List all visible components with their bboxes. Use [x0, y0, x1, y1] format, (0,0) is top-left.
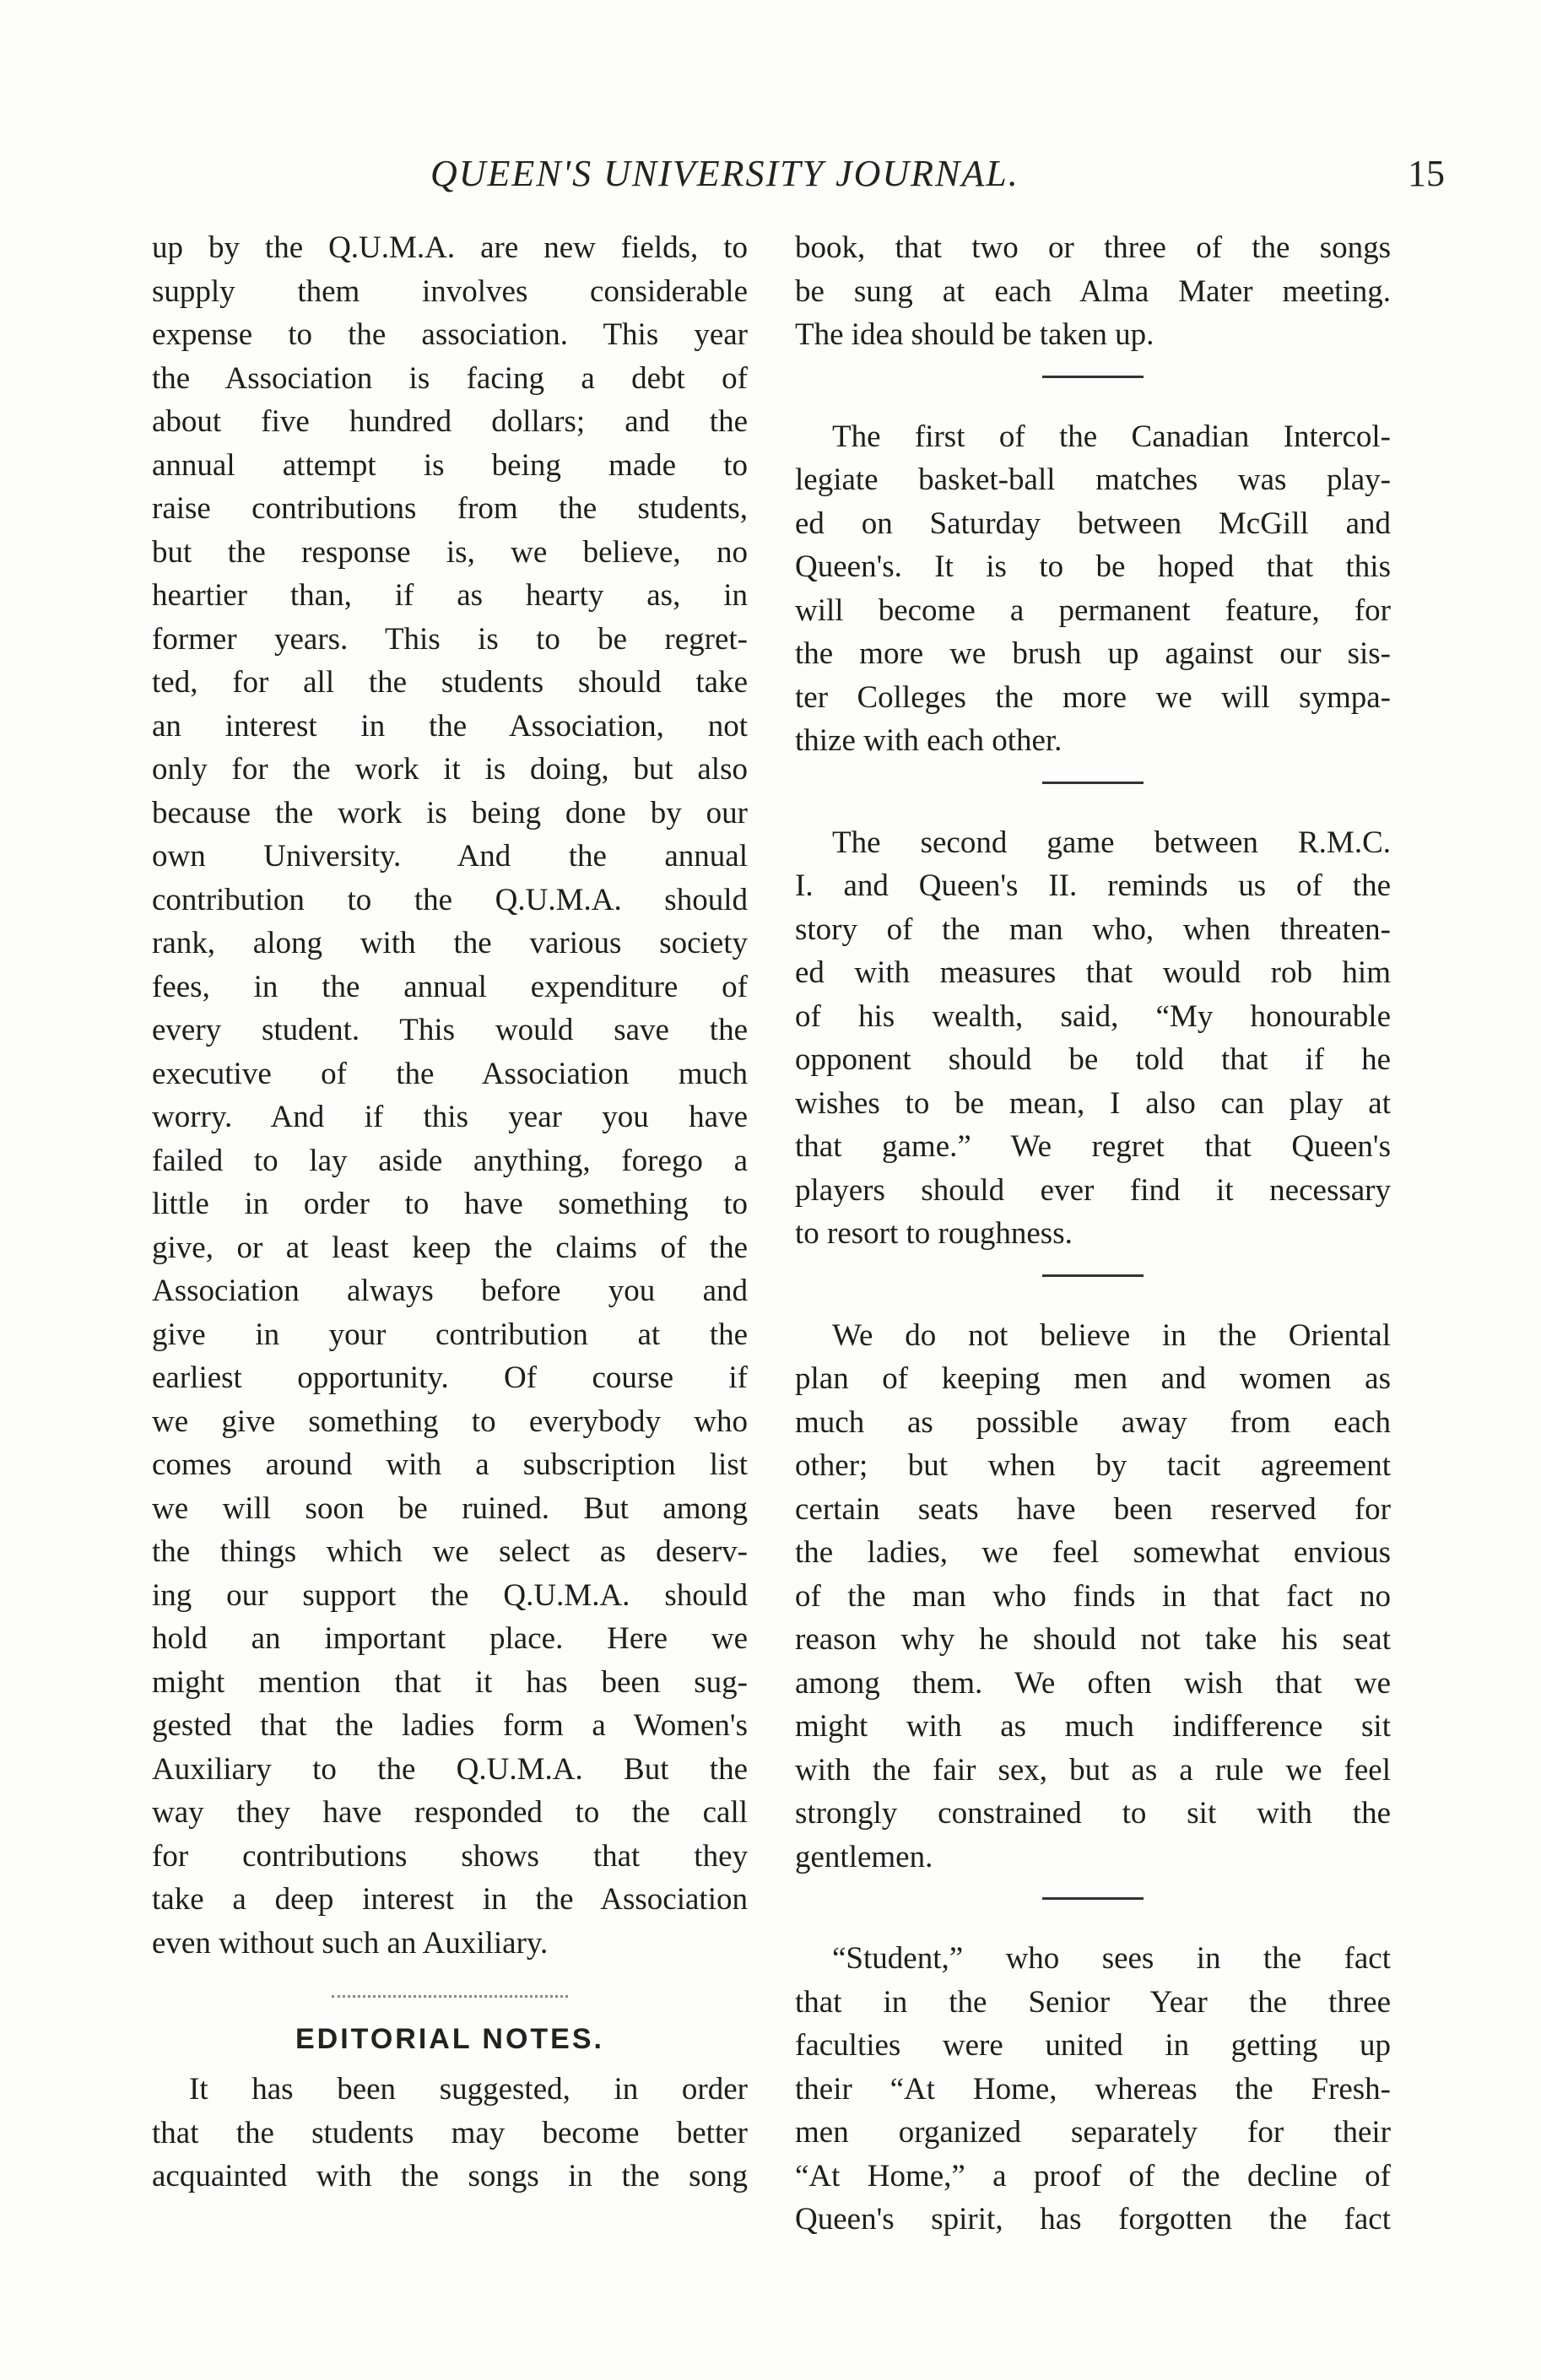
text-line: might with as much indifference sit — [795, 1709, 1391, 1744]
text-line: we give something to everybody who — [152, 1404, 748, 1439]
text-line: the things which we select as deserv- — [152, 1534, 748, 1569]
text-line: take a deep interest in the Association — [152, 1882, 748, 1917]
text-line: that in the Senior Year the three — [795, 1984, 1391, 2020]
section-divider — [332, 1995, 568, 1998]
text-line: gested that the ladies form a Women's — [152, 1708, 748, 1743]
text-line: heartier than, if as hearty as, in — [152, 578, 748, 613]
text-line: that game.” We regret that Queen's — [795, 1129, 1391, 1164]
text-line: give, or at least keep the claims of the — [152, 1230, 748, 1265]
paragraph-qumu-contributions — [152, 226, 748, 1965]
text-line: comes around with a subscription list — [152, 1447, 748, 1482]
text-line: an interest in the Association, not — [152, 708, 748, 744]
text-line: even without such an Auxiliary. — [152, 1925, 549, 1961]
text-line: certain seats have been reserved for — [795, 1491, 1391, 1527]
text-line: among them. We often wish that we — [795, 1665, 1391, 1701]
text-line: Queen's. It is to be hoped that this — [795, 549, 1391, 584]
paragraph-song-book — [152, 2068, 748, 2199]
page-number: 15 — [1408, 153, 1445, 194]
text-line: for contributions shows that they — [152, 1838, 748, 1874]
text-line: The idea should be taken up. — [795, 317, 1154, 352]
text-line: only for the work it is doing, but also — [152, 752, 748, 787]
text-line: reason why he should not take his seat — [795, 1622, 1391, 1657]
text-line: Association always before you and — [152, 1274, 748, 1308]
text-line: faculties were united in getting up — [795, 2028, 1391, 2063]
text-line: rank, along with the various society — [152, 926, 748, 960]
text-line: plan of keeping men and women as — [795, 1361, 1391, 1396]
text-line: the Association is facing a debt of — [152, 360, 748, 396]
text-line: raise contributions from the students, — [152, 491, 748, 526]
text-line: “Student,” who sees in the fact — [832, 1941, 1391, 1976]
text-line: with the fair sex, but as a rule we feel — [795, 1752, 1391, 1788]
text-line: be sung at each Alma Mater meeting. — [795, 273, 1391, 309]
text-line: fees, in the annual expenditure of — [152, 969, 748, 1004]
text-line: Auxiliary to the Q.U.M.A. But the — [152, 1751, 748, 1787]
text-line: “At Home,” a proof of the decline of — [795, 2158, 1391, 2193]
text-line: failed to lay aside anything, forego a — [152, 1143, 748, 1178]
text-line: It has been suggested, in order — [189, 2072, 748, 2107]
text-line: to resort to roughness. — [795, 1216, 1073, 1251]
text-line: acquainted with the songs in the song — [152, 2159, 748, 2193]
left-column — [152, 226, 748, 2199]
paragraph-ladies-seats — [795, 1314, 1391, 1880]
text-line: of his wealth, said, “My honourable — [795, 998, 1391, 1034]
text-line: players should ever find it necessary — [795, 1172, 1391, 1208]
text-line: men organized separately for their — [795, 2115, 1391, 2150]
text-line: strongly constrained to sit with the — [795, 1796, 1391, 1831]
section-heading: EDITORIAL NOTES. — [295, 2023, 604, 2055]
text-line: worry. And if this year you have — [152, 1100, 748, 1134]
text-line: much as possible away from each — [795, 1404, 1391, 1440]
text-line: ted, for all the students should take — [152, 665, 748, 700]
divider-rule — [1042, 1897, 1144, 1900]
text-line: because the work is being done by our — [152, 795, 748, 830]
text-line: former years. This is to be regret- — [152, 621, 748, 657]
text-line: opponent should be told that if he — [795, 1042, 1391, 1077]
text-line: that the students may become better — [152, 2115, 748, 2150]
text-line: ed on Saturday between McGill and — [795, 506, 1391, 541]
divider-rule — [1042, 1274, 1144, 1277]
text-line: little in order to have something to — [152, 1187, 748, 1221]
paragraph-student-letter — [795, 1937, 1391, 2242]
text-line: the ladies, we feel somewhat envious — [795, 1535, 1391, 1570]
text-line: of the man who finds in that fact no — [795, 1578, 1391, 1614]
text-line: will become a permanent feature, for — [795, 592, 1391, 628]
text-line: gentlemen. — [795, 1839, 933, 1874]
text-line: executive of the Association much — [152, 1056, 748, 1091]
paragraph-rmc-game — [795, 821, 1391, 1256]
text-line: book, that two or three of the songs — [795, 230, 1391, 265]
text-line: way they have responded to the call — [152, 1795, 748, 1830]
text-line: annual attempt is being made to — [152, 447, 748, 483]
divider-rule — [1042, 782, 1144, 784]
text-line: wishes to be mean, I also can play at — [795, 1085, 1391, 1121]
text-line: might mention that it has been sug- — [152, 1664, 748, 1700]
running-title: QUEEN'S UNIVERSITY JOURNAL. — [430, 153, 1019, 194]
text-line: The first of the Canadian Intercol- — [832, 419, 1391, 454]
text-line: earliest opportunity. Of course if — [152, 1360, 748, 1395]
text-line: contribution to the Q.U.M.A. should — [152, 882, 748, 917]
text-line: about five hundred dollars; and the — [152, 404, 748, 439]
text-line: give in your contribution at the — [152, 1317, 748, 1352]
divider-rule — [1042, 376, 1144, 378]
text-line: ter Colleges the more we will sympa- — [795, 679, 1391, 715]
text-line: we will soon be ruined. But among — [152, 1490, 748, 1526]
text-line: Queen's spirit, has forgotten the fact — [795, 2202, 1391, 2237]
text-line: ing our support the Q.U.M.A. should — [152, 1577, 748, 1613]
text-line: but the response is, we believe, no — [152, 534, 748, 570]
text-line: every student. This would save the — [152, 1013, 748, 1047]
text-line: other; but when by tacit agreement — [795, 1448, 1391, 1483]
text-line: ed with measures that would rob him — [795, 955, 1391, 990]
paragraph-alma-mater-songs — [795, 226, 1391, 357]
text-line: We do not believe in the Oriental — [832, 1317, 1391, 1353]
text-line: up by the Q.U.M.A. are new fields, to — [152, 230, 748, 265]
text-line: their “At Home, whereas the Fresh- — [795, 2071, 1391, 2107]
text-line: thize with each other. — [795, 723, 1062, 758]
text-line: hold an important place. Here we — [152, 1621, 748, 1656]
text-line: The second game between R.M.C. — [832, 825, 1391, 860]
text-line: legiate basket-ball matches was play- — [795, 462, 1391, 497]
text-line: story of the man who, when threaten- — [795, 911, 1391, 947]
text-line: own University. And the annual — [152, 839, 748, 874]
right-column — [795, 226, 1391, 2242]
text-line: expense to the association. This year — [152, 317, 748, 352]
text-line: the more we brush up against our sis- — [795, 636, 1391, 671]
paragraph-basketball — [795, 415, 1391, 763]
text-line: supply them involves considerable — [152, 273, 748, 309]
text-line: I. and Queen's II. reminds us of the — [795, 868, 1391, 903]
